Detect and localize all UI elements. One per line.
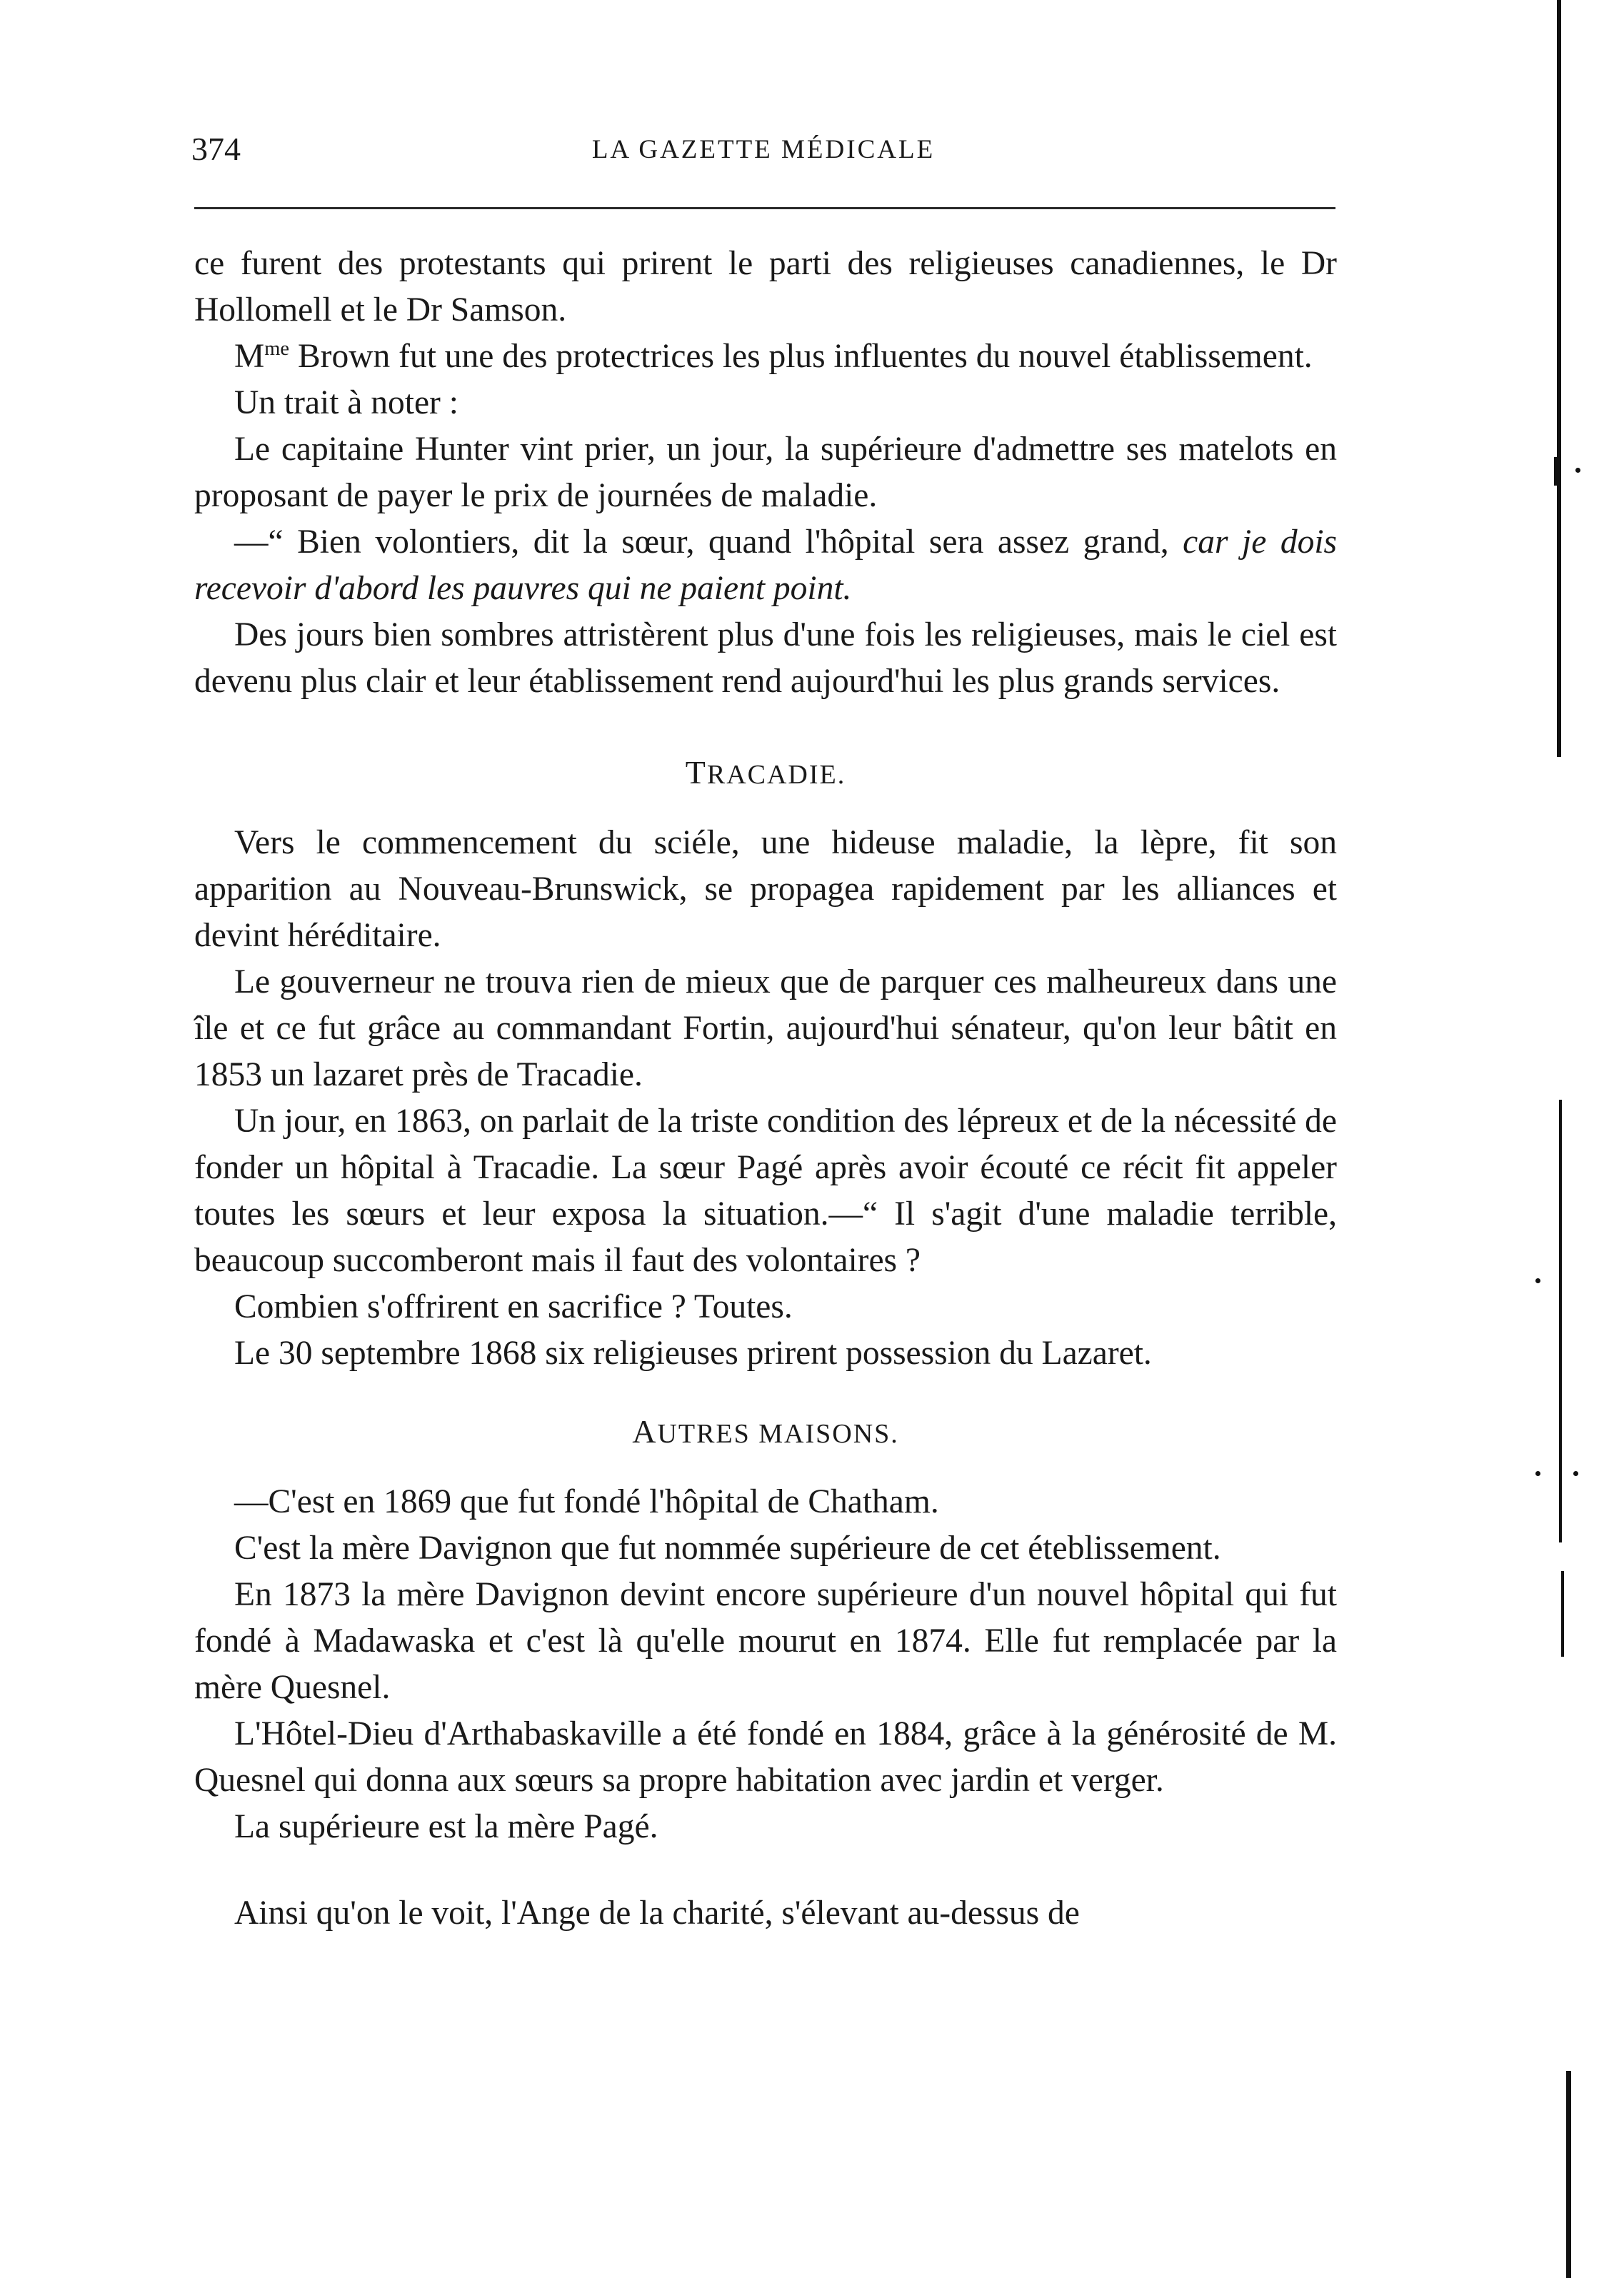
page-number: 374	[191, 131, 241, 167]
quotation-paragraph	[194, 519, 1337, 612]
scan-edge-line	[1557, 0, 1561, 757]
paragraph: Le 30 septembre 1868 six religieuses prirent possession du Lazaret.	[234, 1335, 1152, 1372]
paragraph: ce furent des protestants qui prirent le parti des religieuses canadiennes, le Dr Hollomell et le Dr Samson.	[194, 245, 1337, 328]
page-header	[191, 130, 1335, 187]
heading-initial: A	[632, 1413, 658, 1450]
paragraph: Ainsi qu'on le voit, l'Ange de la charité, s'élevant au-dessus de	[234, 1895, 1080, 1932]
quotation-text: —“ Bien volontiers, dit la sœur, quand l'hôpital sera assez grand,	[234, 523, 1169, 561]
scan-edge-line	[1566, 2071, 1571, 2278]
section-heading-autres-maisons	[194, 1408, 1337, 1457]
heading-rest: UTRES MAISONS.	[657, 1419, 899, 1449]
heading-initial: T	[685, 754, 707, 791]
scan-dot	[1535, 1278, 1540, 1283]
paragraph	[194, 333, 1337, 380]
paragraph: C'est la mère Davignon que fut nommée supérieure de cet éteblissement.	[234, 1530, 1221, 1567]
heading-rest: RACADIE.	[706, 760, 846, 790]
paragraph: Vers le commencement du sciéle, une hideuse maladie, la lèpre, fit son apparition au Nouveau-Brunswick, se propagea rapidement par les alliances et devint héréditaire.	[194, 824, 1337, 954]
scan-edge-line	[1561, 1571, 1564, 1657]
header-rule	[194, 207, 1335, 209]
paragraph: L'Hôtel-Dieu d'Arthabaskaville a été fondé en 1884, grâce à la générosité de M. Quesnel qui donna aux sœurs sa propre habitation avec jardin et verger.	[194, 1715, 1337, 1799]
paragraph: Un jour, en 1863, on parlait de la triste condition des lépreux et de la nécessité de fonder un hôpital à Tracadie. La sœur Pagé après avoir écouté ce récit fit appeler toutes les sœurs et leur exposa la situation.—“ Il s'agit d'une maladie terrible, beaucoup succomberont mais il faut des volontaires ?	[194, 1103, 1338, 1279]
scan-edge-line	[1559, 1100, 1562, 1542]
paragraph: En 1873 la mère Davignon devint encore supérieure d'un nouvel hôpital qui fut fondé à Madawaska et c'est là qu'elle mourut en 1874. Elle fut remplacée par la mère Quesnel.	[194, 1576, 1337, 1706]
paragraph: Des jours bien sombres attristèrent plus d'une fois les religieuses, mais le ciel est devenu plus clair et leur établissement rend aujourd'hui les plus grands services.	[194, 616, 1337, 700]
section-heading-tracadie	[194, 749, 1337, 798]
paragraph: Le gouverneur ne trouva rien de mieux que de parquer ces malheureux dans une île et ce fut grâce au commandant Fortin, aujourd'hui sénateur, qu'on leur bâtit en 1853 un lazaret près de Tracadie.	[194, 963, 1337, 1093]
scan-edge-mark	[1554, 457, 1561, 486]
scan-dot	[1535, 1471, 1540, 1476]
paragraph: Le capitaine Hunter vint prier, un jour, la supérieure d'admettre ses matelots en proposant de payer le prix de journées de maladie.	[194, 431, 1337, 514]
title-abbreviation: $M^{me}$	[234, 338, 290, 375]
paragraph: Combien s'offrirent en sacrifice ? Toutes.	[234, 1288, 793, 1325]
scan-dot	[1575, 468, 1580, 473]
paragraph: La supérieure est la mère Pagé.	[234, 1808, 658, 1845]
running-title: LA GAZETTE MÉDICALE	[591, 135, 936, 164]
paragraph-text: Brown fut une des protectrices les plus influentes du nouvel établissement.	[297, 338, 1313, 375]
scan-dot	[1573, 1471, 1578, 1476]
body-text	[194, 241, 1337, 1937]
paragraph: Un trait à noter :	[234, 384, 458, 421]
superscript: me	[264, 338, 290, 361]
paragraph: —C'est en 1869 que fut fondé l'hôpital de Chatham.	[234, 1483, 939, 1520]
italic-quotation: car je dois recevoir d'abord les pauvres qui ne paient point.	[194, 523, 1338, 607]
